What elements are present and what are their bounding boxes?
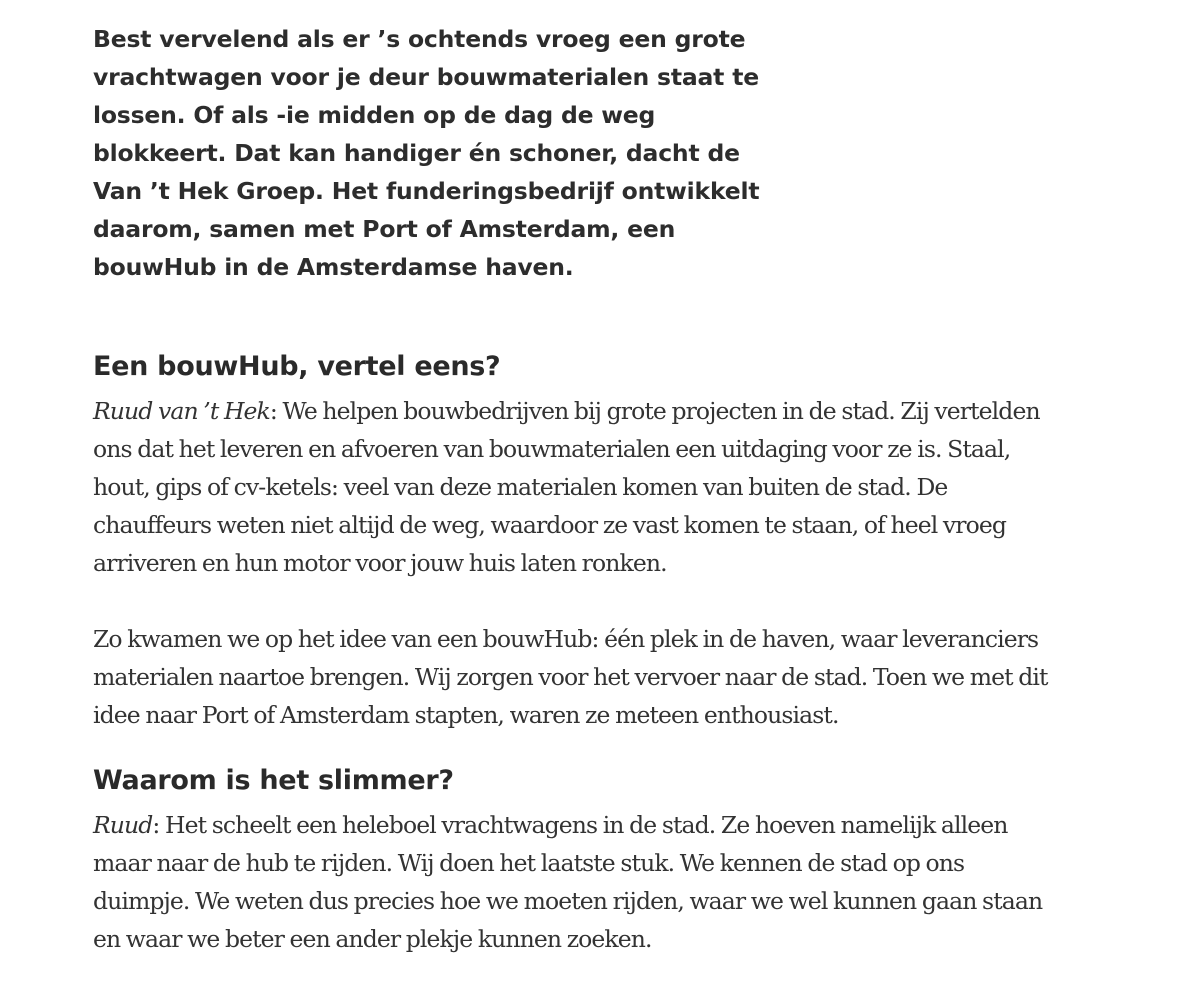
- section-heading-waarom: Waarom is het slimmer?: [93, 765, 454, 796]
- intro-line: bouwHub in de Amsterdamse haven.: [93, 253, 574, 281]
- body-line: idee naar Port of Amsterdam stapten, waren ze meteen enthousiast.: [93, 701, 839, 729]
- body-text: : Het scheelt een heleboel vrachtwagens in de stad. Ze hoeven namelijk alleen: [152, 811, 1008, 839]
- intro-line: lossen. Of als -ie midden op de dag de weg: [93, 101, 656, 129]
- article: [93, 20, 1163, 958]
- section1-paragraph2: [93, 620, 1163, 734]
- body-line: arriveren en hun motor voor jouw huis laten ronken.: [93, 549, 667, 577]
- body-line: Zo kwamen we op het idee van een bouwHub: één plek in de haven, waar leveranciers: [93, 625, 1039, 653]
- section2-paragraph1: [93, 806, 1163, 958]
- intro-line: Van ’t Hek Groep. Het funderingsbedrijf ontwikkelt: [93, 177, 760, 205]
- intro-line: blokkeert. Dat kan handiger én schoner, dacht de: [93, 139, 740, 167]
- body-line: chauffeurs weten niet altijd de weg, waardoor ze vast komen te staan, of heel vroeg: [93, 511, 1006, 539]
- intro-line: Best vervelend als er ’s ochtends vroeg een grote: [93, 25, 746, 53]
- intro-paragraph: [93, 20, 793, 286]
- body-line: materialen naartoe brengen. Wij zorgen voor het vervoer naar de stad. Toen we met dit: [93, 663, 1048, 691]
- body-line: [93, 392, 1163, 430]
- body-line: hout, gips of cv-ketels: veel van deze materialen komen van buiten de stad. De: [93, 473, 948, 501]
- body-line: [93, 806, 1163, 844]
- speaker-name: Ruud: [93, 811, 153, 839]
- body-line: duimpje. We weten dus precies hoe we moeten rijden, waar we wel kunnen gaan staan: [93, 887, 1043, 915]
- body-line: ons dat het leveren en afvoeren van bouwmaterialen een uitdaging voor ze is. Staal,: [93, 435, 1011, 463]
- section1-paragraph1: [93, 392, 1163, 582]
- body-text: : We helpen bouwbedrijven bij grote projecten in de stad. Zij vertelden: [269, 397, 1040, 425]
- intro-line: daarom, samen met Port of Amsterdam, een: [93, 215, 676, 243]
- body-line: en waar we beter een ander plekje kunnen zoeken.: [93, 925, 652, 953]
- section-heading-bouwhub: Een bouwHub, vertel eens?: [93, 351, 501, 382]
- body-line: maar naar de hub te rijden. Wij doen het laatste stuk. We kennen de stad op ons: [93, 849, 965, 877]
- speaker-name: Ruud van ’t Hek: [93, 397, 270, 425]
- intro-line: vrachtwagen voor je deur bouwmaterialen staat te: [93, 63, 759, 91]
